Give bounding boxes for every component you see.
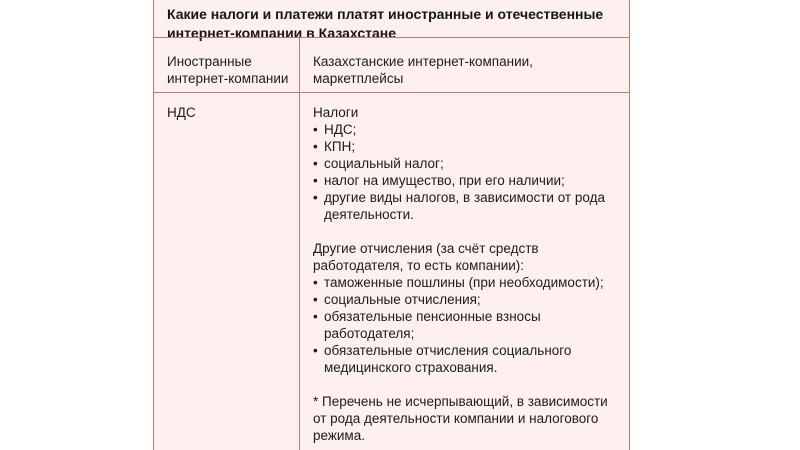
deductions-list [313, 274, 623, 376]
table-title: Какие налоги и платежи платят иностранные и отечественные интернет-компании в Казахстане [167, 6, 604, 41]
list-item: • налог на имущество, при его наличии; [313, 172, 623, 189]
kazakh-companies-taxes-cell [313, 104, 623, 444]
header-kazakh-companies: Казахстанские интернет-компании, маркетплейсы [313, 54, 533, 86]
taxes-list [313, 121, 623, 223]
header-divider [154, 92, 629, 93]
list-item: • КПН; [313, 138, 623, 155]
deductions-heading: Другие отчисления (за счёт средств работодателя, то есть компании): [313, 241, 539, 273]
list-item: • НДС; [313, 121, 623, 138]
title-divider [154, 37, 629, 38]
list-item: • социальные отчисления; [313, 291, 623, 308]
header-foreign-companies: Иностранные интернет-компании [167, 54, 289, 86]
foreign-companies-tax: НДС [167, 105, 196, 120]
footnote: * Перечень не исчерпывающий, в зависимости от рода деятельности компании и налогового режима. [313, 394, 608, 443]
list-item: • другие виды налогов, в зависимости от рода деятельности. [313, 189, 623, 223]
taxes-heading: Налоги [313, 105, 359, 120]
list-item: • таможенные пошлины (при необходимости); [313, 274, 623, 291]
list-item: • обязательные пенсионные взносы работодателя; [313, 308, 623, 342]
list-item: • социальный налог; [313, 155, 623, 172]
column-divider [299, 37, 300, 450]
list-item: • обязательные отчисления социального медицинского страхования. [313, 342, 623, 376]
tax-table-card [153, 0, 630, 450]
